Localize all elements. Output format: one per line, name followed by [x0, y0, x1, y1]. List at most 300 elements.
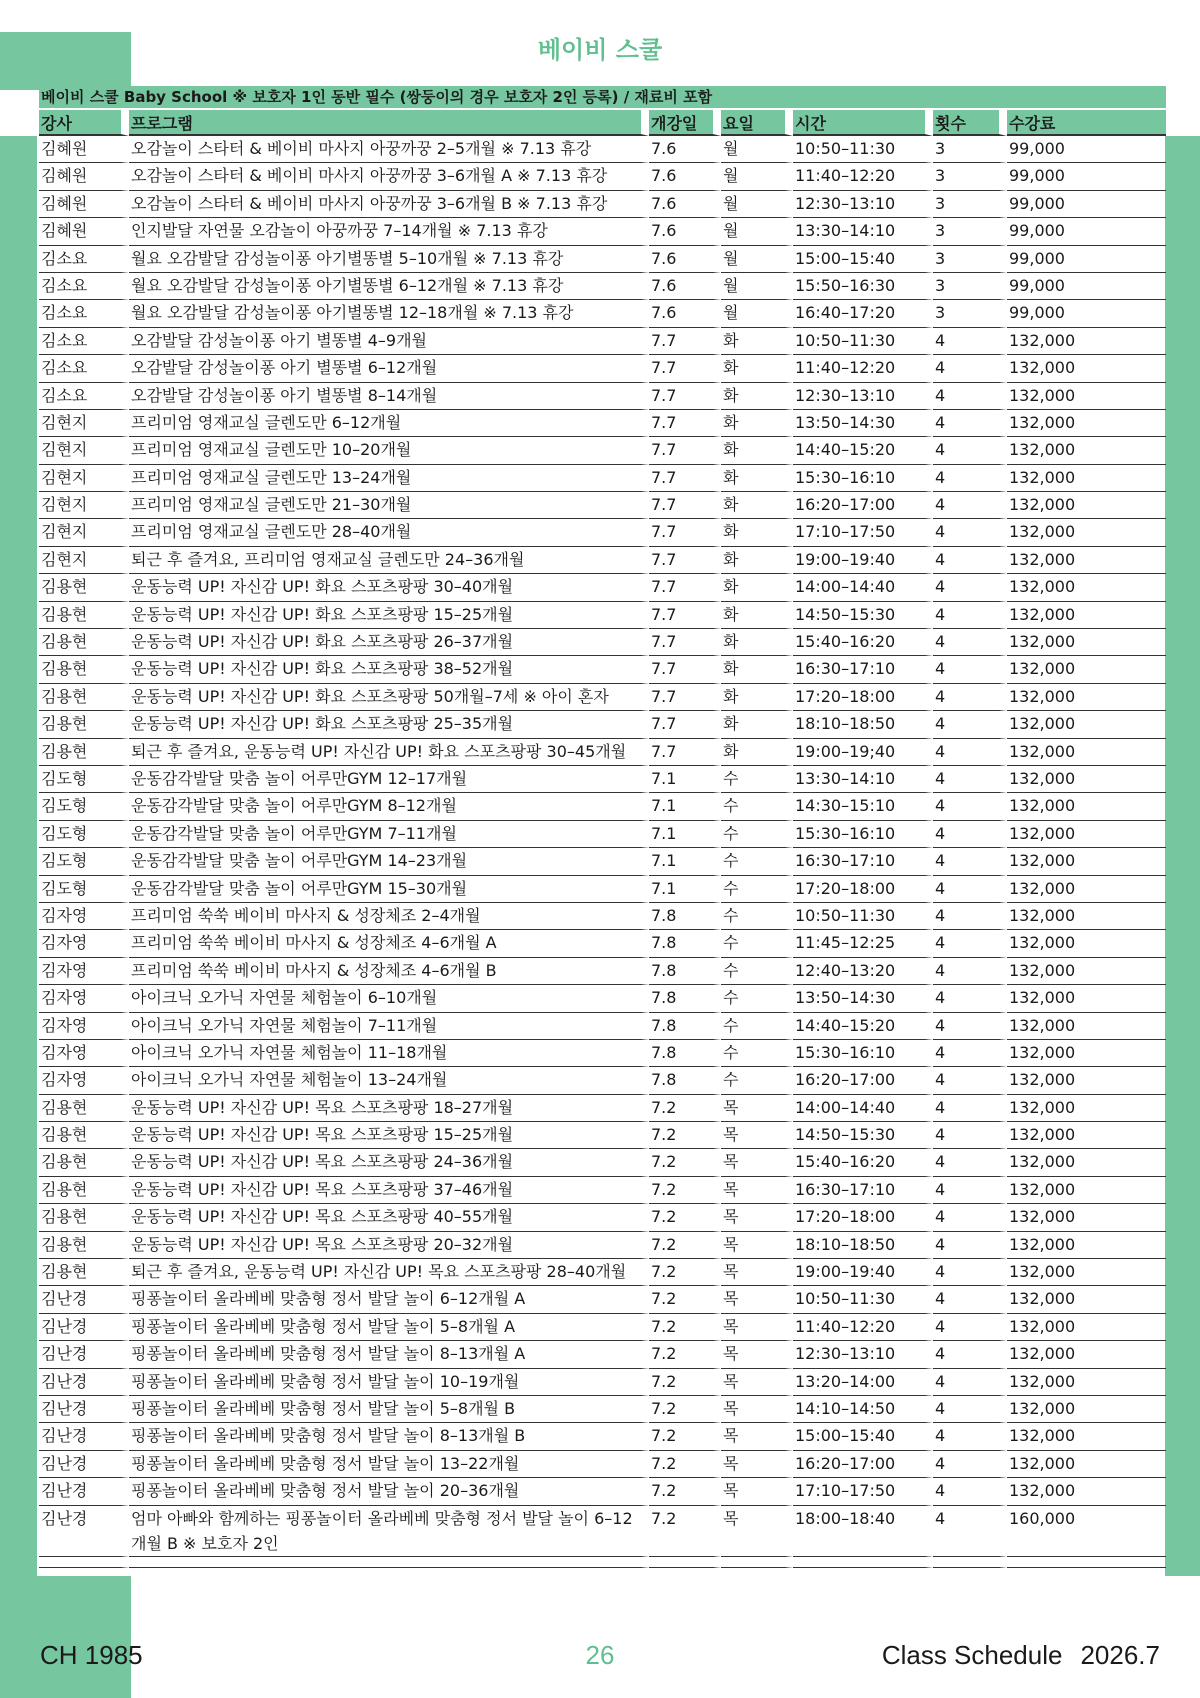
time-cell: 13:20–14:00 [793, 1369, 933, 1396]
program-cell: 운동감각발달 맞춤 놀이 어루만GYM 7–11개월 [129, 821, 649, 848]
sessions-cell: 4 [933, 1369, 1007, 1396]
time-cell: 18:00–18:40 [793, 1506, 933, 1557]
table-row [39, 355, 1166, 382]
day-cell: 수 [721, 848, 793, 875]
time-cell: 19:00–19:40 [793, 547, 933, 574]
fee-cell: 132,000 [1007, 1341, 1166, 1368]
table-header-row [39, 110, 1166, 136]
sessions-cell: 4 [933, 684, 1007, 711]
instructor-cell: 김난경 [39, 1396, 129, 1423]
time-cell: 14:50–15:30 [793, 1122, 933, 1149]
sessions-cell: 4 [933, 876, 1007, 903]
fee-cell: 132,000 [1007, 1013, 1166, 1040]
table-row [39, 1286, 1166, 1313]
program-cell: 오감놀이 스타터 & 베이비 마사지 아꿍까꿍 3–6개월 A ※ 7.13 휴강 [129, 163, 649, 190]
table-row [39, 958, 1166, 985]
program-cell: 운동능력 UP! 자신감 UP! 화요 스포츠팡팡 50개월–7세 ※ 아이 혼자 [129, 684, 649, 711]
sessions-cell: 4 [933, 903, 1007, 930]
day-cell: 목 [721, 1259, 793, 1286]
sessions-cell: 4 [933, 711, 1007, 738]
day-cell: 목 [721, 1478, 793, 1505]
time-cell: 18:10–18:50 [793, 711, 933, 738]
start-date-cell: 7.1 [649, 766, 721, 793]
program-cell: 프리미엄 쑥쑥 베이비 마사지 & 성장체조 4–6개월 A [129, 930, 649, 957]
time-cell: 13:30–14:10 [793, 218, 933, 245]
time-cell: 17:20–18:00 [793, 1204, 933, 1231]
sessions-cell: 4 [933, 1232, 1007, 1259]
instructor-cell: 김현지 [39, 519, 129, 546]
day-cell: 화 [721, 547, 793, 574]
program-cell: 핑퐁놀이터 올라베베 맞춤형 정서 발달 놀이 5–8개월 B [129, 1396, 649, 1423]
day-cell: 화 [721, 519, 793, 546]
program-cell: 프리미엄 쑥쑥 베이비 마사지 & 성장체조 4–6개월 B [129, 958, 649, 985]
day-cell: 목 [721, 1232, 793, 1259]
program-cell: 퇴근 후 즐겨요, 운동능력 UP! 자신감 UP! 화요 스포츠팡팡 30–45개월 [129, 739, 649, 766]
day-cell: 목 [721, 1204, 793, 1231]
instructor-cell: 김용현 [39, 1259, 129, 1286]
program-cell: 프리미엄 영재교실 글렌도만 6–12개월 [129, 410, 649, 437]
instructor-cell: 김용현 [39, 1204, 129, 1231]
fee-cell: 132,000 [1007, 574, 1166, 601]
time-cell: 19:00–19:40 [793, 1259, 933, 1286]
table-row [39, 1423, 1166, 1450]
instructor-cell: 김혜원 [39, 218, 129, 245]
sessions-cell: 4 [933, 437, 1007, 464]
sessions-cell: 4 [933, 1040, 1007, 1067]
day-cell: 화 [721, 739, 793, 766]
time-cell: 17:10–17:50 [793, 519, 933, 546]
column-header-sessions: 횟수 [933, 110, 1007, 136]
table-row [39, 519, 1166, 546]
start-date-cell: 7.7 [649, 656, 721, 683]
program-cell: 오감놀이 스타터 & 베이비 마사지 아꿍까꿍 3–6개월 B ※ 7.13 휴강 [129, 191, 649, 218]
fee-cell: 99,000 [1007, 136, 1166, 163]
time-cell: 14:40–15:20 [793, 1013, 933, 1040]
fee-cell: 132,000 [1007, 848, 1166, 875]
table-row [39, 1314, 1166, 1341]
program-cell: 프리미엄 영재교실 글렌도만 28–40개월 [129, 519, 649, 546]
sessions-cell: 4 [933, 1177, 1007, 1204]
time-cell: 14:00–14:40 [793, 1095, 933, 1122]
start-date-cell: 7.7 [649, 328, 721, 355]
table-row [39, 328, 1166, 355]
sessions-cell: 4 [933, 1095, 1007, 1122]
day-cell: 화 [721, 574, 793, 601]
sessions-cell: 4 [933, 656, 1007, 683]
fee-cell: 132,000 [1007, 1396, 1166, 1423]
table-row [39, 1506, 1166, 1557]
day-cell: 목 [721, 1369, 793, 1396]
fee-cell: 132,000 [1007, 1067, 1166, 1094]
sessions-cell: 3 [933, 273, 1007, 300]
empty-cell [933, 1557, 1007, 1568]
time-cell: 13:50–14:30 [793, 410, 933, 437]
fee-cell: 99,000 [1007, 273, 1166, 300]
time-cell: 12:30–13:10 [793, 383, 933, 410]
time-cell: 12:30–13:10 [793, 191, 933, 218]
time-cell: 10:50–11:30 [793, 328, 933, 355]
table-row [39, 1122, 1166, 1149]
time-cell: 13:30–14:10 [793, 766, 933, 793]
sessions-cell: 4 [933, 793, 1007, 820]
table-row [39, 766, 1166, 793]
sessions-cell: 4 [933, 1341, 1007, 1368]
program-cell: 운동감각발달 맞춤 놀이 어루만GYM 14–23개월 [129, 848, 649, 875]
instructor-cell: 김혜원 [39, 191, 129, 218]
program-cell: 핑퐁놀이터 올라베베 맞춤형 정서 발달 놀이 8–13개월 B [129, 1423, 649, 1450]
sessions-cell: 4 [933, 519, 1007, 546]
start-date-cell: 7.2 [649, 1149, 721, 1176]
fee-cell: 132,000 [1007, 437, 1166, 464]
instructor-cell: 김소요 [39, 383, 129, 410]
table-row [39, 492, 1166, 519]
sessions-cell: 4 [933, 1122, 1007, 1149]
start-date-cell: 7.1 [649, 793, 721, 820]
start-date-cell: 7.2 [649, 1341, 721, 1368]
instructor-cell: 김용현 [39, 1149, 129, 1176]
day-cell: 수 [721, 1013, 793, 1040]
day-cell: 목 [721, 1286, 793, 1313]
sessions-cell: 3 [933, 246, 1007, 273]
instructor-cell: 김난경 [39, 1478, 129, 1505]
time-cell: 17:20–18:00 [793, 684, 933, 711]
day-cell: 화 [721, 410, 793, 437]
sessions-cell: 4 [933, 383, 1007, 410]
day-cell: 목 [721, 1095, 793, 1122]
instructor-cell: 김용현 [39, 1122, 129, 1149]
instructor-cell: 김자영 [39, 930, 129, 957]
time-cell: 11:40–12:20 [793, 1314, 933, 1341]
time-cell: 15:40–16:20 [793, 1149, 933, 1176]
day-cell: 화 [721, 629, 793, 656]
fee-cell: 132,000 [1007, 656, 1166, 683]
footer-schedule-label [882, 1640, 1160, 1671]
time-cell: 14:10–14:50 [793, 1396, 933, 1423]
instructor-cell: 김현지 [39, 547, 129, 574]
instructor-cell: 김용현 [39, 711, 129, 738]
table-row [39, 821, 1166, 848]
day-cell: 월 [721, 218, 793, 245]
fee-cell: 132,000 [1007, 492, 1166, 519]
instructor-cell: 김용현 [39, 1177, 129, 1204]
start-date-cell: 7.7 [649, 383, 721, 410]
day-cell: 월 [721, 191, 793, 218]
table-row [39, 218, 1166, 245]
start-date-cell: 7.7 [649, 355, 721, 382]
day-cell: 화 [721, 437, 793, 464]
start-date-cell: 7.2 [649, 1396, 721, 1423]
fee-cell: 99,000 [1007, 300, 1166, 327]
decorative-green-block-bottom [0, 1576, 131, 1698]
time-cell: 12:30–13:10 [793, 1341, 933, 1368]
program-cell: 운동능력 UP! 자신감 UP! 목요 스포츠팡팡 20–32개월 [129, 1232, 649, 1259]
start-date-cell: 7.2 [649, 1177, 721, 1204]
table-row [39, 629, 1166, 656]
instructor-cell: 김용현 [39, 656, 129, 683]
day-cell: 수 [721, 766, 793, 793]
start-date-cell: 7.7 [649, 574, 721, 601]
program-cell: 운동능력 UP! 자신감 UP! 화요 스포츠팡팡 26–37개월 [129, 629, 649, 656]
start-date-cell: 7.2 [649, 1369, 721, 1396]
fee-cell: 99,000 [1007, 163, 1166, 190]
program-cell: 운동감각발달 맞춤 놀이 어루만GYM 8–12개월 [129, 793, 649, 820]
instructor-cell: 김도형 [39, 821, 129, 848]
fee-cell: 99,000 [1007, 191, 1166, 218]
start-date-cell: 7.2 [649, 1314, 721, 1341]
sessions-cell: 4 [933, 547, 1007, 574]
sessions-cell: 3 [933, 191, 1007, 218]
fee-cell: 132,000 [1007, 328, 1166, 355]
sessions-cell: 4 [933, 1149, 1007, 1176]
time-cell: 15:50–16:30 [793, 273, 933, 300]
day-cell: 수 [721, 985, 793, 1012]
start-date-cell: 7.2 [649, 1478, 721, 1505]
fee-cell: 132,000 [1007, 1095, 1166, 1122]
day-cell: 목 [721, 1314, 793, 1341]
footer-date: 2026.7 [1080, 1640, 1160, 1670]
start-date-cell: 7.7 [649, 519, 721, 546]
program-cell: 운동능력 UP! 자신감 UP! 화요 스포츠팡팡 30–40개월 [129, 574, 649, 601]
table-row [39, 1259, 1166, 1286]
page-number: 26 [585, 1640, 615, 1670]
fee-cell: 132,000 [1007, 958, 1166, 985]
sessions-cell: 4 [933, 1259, 1007, 1286]
program-cell: 운동능력 UP! 자신감 UP! 화요 스포츠팡팡 38–52개월 [129, 656, 649, 683]
fee-cell: 132,000 [1007, 711, 1166, 738]
sessions-cell: 3 [933, 300, 1007, 327]
instructor-cell: 김도형 [39, 876, 129, 903]
day-cell: 화 [721, 383, 793, 410]
table-body [39, 136, 1166, 1568]
program-cell: 운동능력 UP! 자신감 UP! 목요 스포츠팡팡 18–27개월 [129, 1095, 649, 1122]
instructor-cell: 김도형 [39, 848, 129, 875]
instructor-cell: 김자영 [39, 985, 129, 1012]
section-header: 베이비 스쿨 Baby School ※ 보호자 1인 동반 필수 (쌍둥이의 경우 보호자 2인 등록) / 재료비 포함 [39, 86, 1166, 108]
table-row [39, 246, 1166, 273]
sessions-cell: 4 [933, 410, 1007, 437]
time-cell: 13:50–14:30 [793, 985, 933, 1012]
start-date-cell: 7.7 [649, 711, 721, 738]
time-cell: 19:00–19;40 [793, 739, 933, 766]
day-cell: 화 [721, 711, 793, 738]
program-cell: 엄마 아빠와 함께하는 핑퐁놀이터 올라베베 맞춤형 정서 발달 놀이 6–12개월 B ※ 보호자 2인 [129, 1506, 649, 1557]
program-cell: 운동능력 UP! 자신감 UP! 화요 스포츠팡팡 25–35개월 [129, 711, 649, 738]
start-date-cell: 7.8 [649, 958, 721, 985]
fee-cell: 132,000 [1007, 985, 1166, 1012]
time-cell: 17:20–18:00 [793, 876, 933, 903]
instructor-cell: 김난경 [39, 1341, 129, 1368]
fee-cell: 132,000 [1007, 1286, 1166, 1313]
empty-cell [649, 1557, 721, 1568]
start-date-cell: 7.2 [649, 1506, 721, 1557]
start-date-cell: 7.7 [649, 492, 721, 519]
instructor-cell: 김자영 [39, 903, 129, 930]
column-header-day: 요일 [721, 110, 793, 136]
table-row [39, 711, 1166, 738]
program-cell: 핑퐁놀이터 올라베베 맞춤형 정서 발달 놀이 13–22개월 [129, 1451, 649, 1478]
start-date-cell: 7.2 [649, 1259, 721, 1286]
instructor-cell: 김난경 [39, 1423, 129, 1450]
day-cell: 수 [721, 1067, 793, 1094]
table-row [39, 1013, 1166, 1040]
program-cell: 퇴근 후 즐겨요, 프리미엄 영재교실 글렌도만 24–36개월 [129, 547, 649, 574]
program-cell: 핑퐁놀이터 올라베베 맞춤형 정서 발달 놀이 6–12개월 A [129, 1286, 649, 1313]
sessions-cell: 4 [933, 465, 1007, 492]
sessions-cell: 4 [933, 629, 1007, 656]
sessions-cell: 4 [933, 985, 1007, 1012]
fee-cell: 132,000 [1007, 876, 1166, 903]
program-cell: 운동능력 UP! 자신감 UP! 목요 스포츠팡팡 24–36개월 [129, 1149, 649, 1176]
time-cell: 16:30–17:10 [793, 848, 933, 875]
instructor-cell: 김난경 [39, 1314, 129, 1341]
start-date-cell: 7.6 [649, 191, 721, 218]
decorative-left-strip [0, 136, 37, 1576]
table-row [39, 163, 1166, 190]
start-date-cell: 7.6 [649, 273, 721, 300]
time-cell: 14:40–15:20 [793, 437, 933, 464]
start-date-cell: 7.7 [649, 629, 721, 656]
time-cell: 15:00–15:40 [793, 246, 933, 273]
day-cell: 목 [721, 1341, 793, 1368]
footer-brand: CH 1985 [40, 1640, 143, 1670]
footer-label: Class Schedule [881, 1640, 1063, 1670]
day-cell: 목 [721, 1396, 793, 1423]
instructor-cell: 김자영 [39, 958, 129, 985]
program-cell: 핑퐁놀이터 올라베베 맞춤형 정서 발달 놀이 8–13개월 A [129, 1341, 649, 1368]
day-cell: 월 [721, 273, 793, 300]
start-date-cell: 7.6 [649, 136, 721, 163]
instructor-cell: 김난경 [39, 1506, 129, 1557]
time-cell: 16:20–17:00 [793, 1451, 933, 1478]
day-cell: 월 [721, 300, 793, 327]
start-date-cell: 7.1 [649, 821, 721, 848]
empty-cell [793, 1557, 933, 1568]
instructor-cell: 김자영 [39, 1067, 129, 1094]
fee-cell: 132,000 [1007, 1177, 1166, 1204]
instructor-cell: 김자영 [39, 1013, 129, 1040]
fee-cell: 132,000 [1007, 1122, 1166, 1149]
empty-cell [129, 1557, 649, 1568]
table-row [39, 437, 1166, 464]
time-cell: 16:20–17:00 [793, 1067, 933, 1094]
time-cell: 16:30–17:10 [793, 1177, 933, 1204]
empty-cell [721, 1557, 793, 1568]
fee-cell: 132,000 [1007, 410, 1166, 437]
instructor-cell: 김소요 [39, 273, 129, 300]
sessions-cell: 4 [933, 1423, 1007, 1450]
start-date-cell: 7.8 [649, 930, 721, 957]
start-date-cell: 7.7 [649, 684, 721, 711]
program-cell: 프리미엄 영재교실 글렌도만 10–20개월 [129, 437, 649, 464]
day-cell: 수 [721, 903, 793, 930]
day-cell: 수 [721, 1040, 793, 1067]
program-cell: 프리미엄 영재교실 글렌도만 13–24개월 [129, 465, 649, 492]
program-cell: 프리미엄 영재교실 글렌도만 21–30개월 [129, 492, 649, 519]
sessions-cell: 4 [933, 1478, 1007, 1505]
instructor-cell: 김난경 [39, 1451, 129, 1478]
table-row [39, 876, 1166, 903]
day-cell: 목 [721, 1506, 793, 1557]
day-cell: 목 [721, 1122, 793, 1149]
fee-cell: 132,000 [1007, 602, 1166, 629]
program-cell: 아이크닉 오가닉 자연물 체험놀이 11–18개월 [129, 1040, 649, 1067]
table-row [39, 1095, 1166, 1122]
day-cell: 수 [721, 930, 793, 957]
day-cell: 월 [721, 163, 793, 190]
sessions-cell: 4 [933, 766, 1007, 793]
sessions-cell: 4 [933, 355, 1007, 382]
table-row [39, 547, 1166, 574]
program-cell: 운동능력 UP! 자신감 UP! 목요 스포츠팡팡 15–25개월 [129, 1122, 649, 1149]
instructor-cell: 김용현 [39, 1095, 129, 1122]
day-cell: 화 [721, 355, 793, 382]
sessions-cell: 4 [933, 821, 1007, 848]
table-row [39, 1478, 1166, 1505]
table-row [39, 1369, 1166, 1396]
start-date-cell: 7.6 [649, 163, 721, 190]
fee-cell: 132,000 [1007, 1040, 1166, 1067]
sessions-cell: 3 [933, 136, 1007, 163]
fee-cell: 132,000 [1007, 519, 1166, 546]
time-cell: 16:20–17:00 [793, 492, 933, 519]
sessions-cell: 4 [933, 1314, 1007, 1341]
page-title: 베이비 스쿨 [537, 36, 663, 64]
instructor-cell: 김용현 [39, 739, 129, 766]
start-date-cell: 7.1 [649, 876, 721, 903]
instructor-cell: 김혜원 [39, 136, 129, 163]
fee-cell: 132,000 [1007, 1314, 1166, 1341]
table-row [39, 273, 1166, 300]
instructor-cell: 김용현 [39, 629, 129, 656]
day-cell: 수 [721, 821, 793, 848]
sessions-cell: 4 [933, 574, 1007, 601]
instructor-cell: 김용현 [39, 574, 129, 601]
day-cell: 월 [721, 136, 793, 163]
sessions-cell: 4 [933, 1506, 1007, 1557]
instructor-cell: 김현지 [39, 437, 129, 464]
time-cell: 10:50–11:30 [793, 136, 933, 163]
table-row [39, 903, 1166, 930]
table-row [39, 300, 1166, 327]
program-cell: 운동능력 UP! 자신감 UP! 목요 스포츠팡팡 37–46개월 [129, 1177, 649, 1204]
sessions-cell: 4 [933, 1396, 1007, 1423]
fee-cell: 132,000 [1007, 1232, 1166, 1259]
time-cell: 15:00–15:40 [793, 1423, 933, 1450]
fee-cell: 132,000 [1007, 1369, 1166, 1396]
column-header-fee: 수강료 [1007, 110, 1166, 136]
instructor-cell: 김현지 [39, 410, 129, 437]
program-cell: 오감발달 감성놀이퐁 아기 별똥별 6–12개월 [129, 355, 649, 382]
instructor-cell: 김현지 [39, 465, 129, 492]
start-date-cell: 7.6 [649, 218, 721, 245]
table-row [39, 1341, 1166, 1368]
sessions-cell: 4 [933, 492, 1007, 519]
instructor-cell: 김소요 [39, 300, 129, 327]
instructor-cell: 김용현 [39, 684, 129, 711]
time-cell: 11:40–12:20 [793, 163, 933, 190]
decorative-right-strip [1165, 136, 1200, 1576]
day-cell: 수 [721, 793, 793, 820]
fee-cell: 132,000 [1007, 629, 1166, 656]
table-row [39, 684, 1166, 711]
start-date-cell: 7.2 [649, 1232, 721, 1259]
table-row [39, 848, 1166, 875]
time-cell: 15:40–16:20 [793, 629, 933, 656]
instructor-cell: 김용현 [39, 602, 129, 629]
table-row [39, 410, 1166, 437]
fee-cell: 132,000 [1007, 1423, 1166, 1450]
table-row [39, 465, 1166, 492]
